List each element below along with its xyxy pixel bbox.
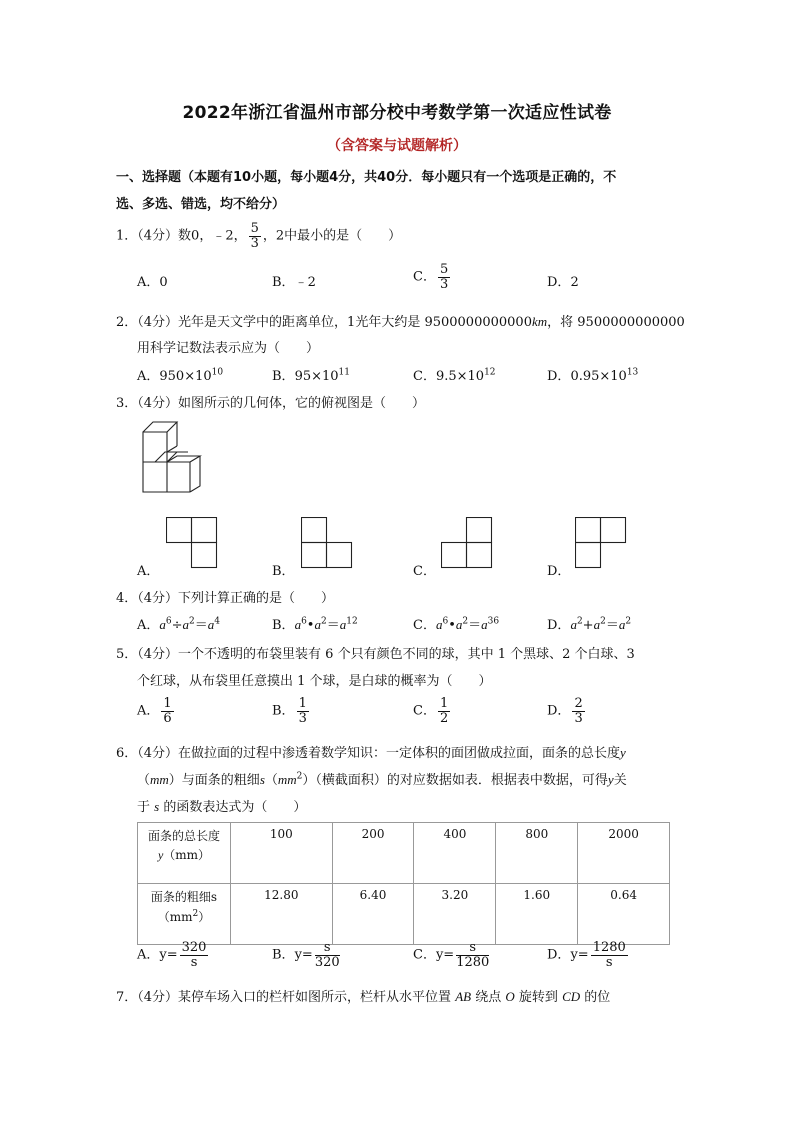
solid-figure-diagram <box>138 418 212 502</box>
table-cell: 6.40 <box>332 884 414 945</box>
question-5-line2: 个红球，从布袋里任意摸出 1 个球，是白球的概率为（ ） <box>137 674 492 689</box>
table-cell: 2000 <box>578 823 670 884</box>
q2-option-b[interactable]: B．$95\times 10^{11}$ <box>272 367 350 384</box>
table-cell: 100 <box>231 823 333 884</box>
table-cell: 3.20 <box>414 884 496 945</box>
q3-option-b[interactable]: B． <box>272 564 295 579</box>
q6-option-c[interactable]: C．y= $\frac{s}{1280}$ <box>413 940 490 970</box>
q1-option-d[interactable]: D．2 <box>547 275 579 290</box>
q4-option-b[interactable]: B．$a^6•a^2=a^{12}$ <box>272 616 358 633</box>
q5-option-a[interactable]: A． $\frac{1}{6}$ <box>137 696 172 726</box>
q6-option-a[interactable]: A．y= $\frac{320}{s}$ <box>137 940 207 970</box>
table-cell: 12.80 <box>231 884 333 945</box>
option-b-figure <box>301 517 353 569</box>
q3-option-a[interactable]: A． <box>137 564 160 579</box>
data-table <box>137 822 670 945</box>
q4-option-c[interactable]: C．$a^6•a^2=a^{36}$ <box>413 616 500 633</box>
table-row <box>138 884 670 945</box>
q2-option-a[interactable]: A．$950\times 10^{10}$ <box>137 367 224 384</box>
question-6-line1: 6．（4分）在做拉面的过程中渗透着数学知识：一定体积的面团做成拉面，面条的总长度y <box>116 745 626 761</box>
section-header-line2: 选、多选、错选，均不给分） <box>116 197 286 212</box>
table-cell: 0.64 <box>578 884 670 945</box>
page-title: 2022年浙江省温州市部分校中考数学第一次适应性试卷 <box>182 103 612 123</box>
table-cell: 1.60 <box>496 884 578 945</box>
q4-option-a[interactable]: A．$a^6\div a^2=a^4$ <box>137 616 221 633</box>
table-cell: 400 <box>414 823 496 884</box>
q5-option-b[interactable]: B． $\frac{1}{3}$ <box>272 696 307 726</box>
q1-option-b[interactable]: B．﹣2 <box>272 275 316 290</box>
q5-option-c[interactable]: C． $\frac{1}{2}$ <box>413 696 449 726</box>
option-d-figure <box>575 517 627 569</box>
table-row <box>138 823 670 884</box>
page-subtitle: （含答案与试题解析） <box>327 138 467 154</box>
q6-option-b[interactable]: B．y= $\frac{s}{320}$ <box>272 940 340 970</box>
q3-option-c[interactable]: C． <box>413 564 436 579</box>
fraction: $\frac{5}{3}$ <box>250 221 259 251</box>
table-cell: 200 <box>332 823 414 884</box>
q4-option-d[interactable]: D．$a^2+a^2=a^2$ <box>547 616 632 633</box>
table-header-cell: 面条的总长度 y（mm） <box>138 823 231 884</box>
question-5-line1: 5．（4分）一个不透明的布袋里装有 6 个只有颜色不同的球，其中 1 个黑球、2 个白球、3 <box>116 647 635 662</box>
cube-top-face <box>143 422 177 432</box>
q6-option-d[interactable]: D．y= $\frac{1280}{s}$ <box>547 940 626 970</box>
q1-option-a[interactable]: A．0 <box>137 275 168 290</box>
question-3: 3．（4分）如图所示的几何体，它的俯视图是（ ） <box>116 396 426 411</box>
option-a-figure <box>166 517 218 569</box>
option-c-figure <box>441 517 493 569</box>
question-7: 7．（4分）某停车场入口的栏杆如图所示，栏杆从水平位置 AB 绕点 O 旋转到 CD 的位 <box>116 989 611 1005</box>
question-1: 1．（4分）数0，﹣2， $\frac{5}{3}$ ，2中最小的是（ ） <box>116 221 402 251</box>
q5-option-d[interactable]: D． $\frac{2}{3}$ <box>547 696 583 726</box>
question-2-line2: 用科学记数法表示应为（ ） <box>137 341 320 356</box>
question-4: 4．（4分）下列计算正确的是（ ） <box>116 591 335 606</box>
table-cell: 800 <box>496 823 578 884</box>
q3-option-d[interactable]: D． <box>547 564 571 579</box>
q1-option-c[interactable]: C． $\frac{5}{3}$ <box>413 262 449 292</box>
table-header-cell: 面条的粗细s $(mm^2)$ <box>138 884 231 945</box>
q2-option-d[interactable]: D．$0.95\times 10^{13}$ <box>547 367 639 384</box>
question-6-line2: （mm）与面条的粗细$s(mm^2)$（横截面积）的对应数据如表．根据表中数据，可得y关 <box>137 771 627 788</box>
question-6-line3: 于 s 的函数表达式为（ ） <box>137 799 307 815</box>
question-2-line1: 2．（4分）光年是天文学中的距离单位，1光年大约是 9500000000000km，将 9500000000000 <box>116 314 685 330</box>
section-header-line1: 一、选择题（本题有10小题，每小题4分，共40分．每小题只有一个选项是正确的，不 <box>116 170 617 185</box>
q2-option-c[interactable]: C．$9.5\times 10^{12}$ <box>413 367 496 384</box>
